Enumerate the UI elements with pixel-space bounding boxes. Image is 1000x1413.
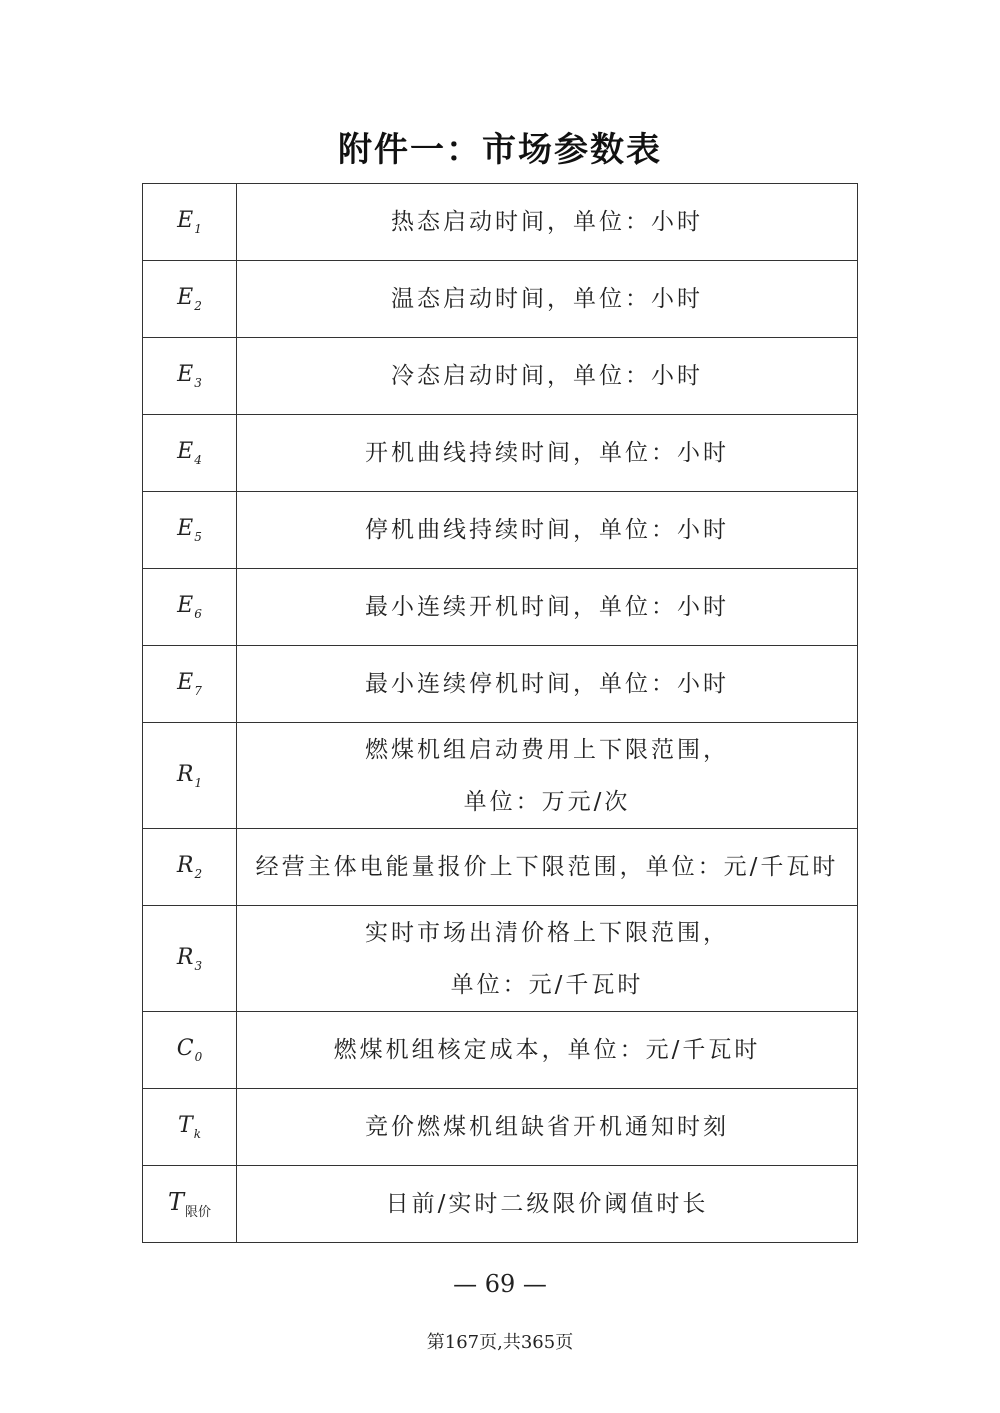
table-row bbox=[143, 906, 858, 1012]
parameter-symbol: $R_1$ bbox=[143, 723, 237, 829]
parameter-symbol: $E_7$ bbox=[143, 646, 237, 723]
parameter-description: 冷态启动时间，单位：小时 bbox=[237, 338, 858, 415]
parameter-symbol: $E_2$ bbox=[143, 261, 237, 338]
parameter-symbol: $E_6$ bbox=[143, 569, 237, 646]
parameter-description: 最小连续开机时间，单位：小时 bbox=[237, 569, 858, 646]
page-number: — 69 — bbox=[453, 1270, 547, 1298]
parameter-symbol: $C_0$ bbox=[143, 1012, 237, 1089]
table-row bbox=[143, 184, 858, 261]
parameter-symbol: $E_4$ bbox=[143, 415, 237, 492]
parameter-description: 停机曲线持续时间，单位：小时 bbox=[237, 492, 858, 569]
parameter-description: 热态启动时间，单位：小时 bbox=[237, 184, 858, 261]
page-counter: 第167页,共365页 bbox=[426, 1332, 574, 1353]
table-row bbox=[143, 338, 858, 415]
page-title: 附件一：市场参数表 bbox=[338, 130, 662, 170]
table-row bbox=[143, 1166, 858, 1243]
table-row bbox=[143, 829, 858, 906]
parameter-symbol: $E_5$ bbox=[143, 492, 237, 569]
parameter-description: 实时市场出清价格上下限范围， 单位：元/千瓦时 bbox=[237, 906, 858, 1012]
table-row bbox=[143, 1089, 858, 1166]
parameter-description: 竞价燃煤机组缺省开机通知时刻 bbox=[237, 1089, 858, 1166]
table-row bbox=[143, 415, 858, 492]
table-row bbox=[143, 1012, 858, 1089]
table-row bbox=[143, 569, 858, 646]
table-row bbox=[143, 492, 858, 569]
parameter-description: 最小连续停机时间，单位：小时 bbox=[237, 646, 858, 723]
parameter-description: 开机曲线持续时间，单位：小时 bbox=[237, 415, 858, 492]
table-row bbox=[143, 646, 858, 723]
parameter-description: 燃煤机组核定成本，单位：元/千瓦时 bbox=[237, 1012, 858, 1089]
parameter-symbol: $E_1$ bbox=[143, 184, 237, 261]
market-parameter-table bbox=[142, 183, 858, 1243]
parameter-description: 温态启动时间，单位：小时 bbox=[237, 261, 858, 338]
parameter-description: 燃煤机组启动费用上下限范围， 单位：万元/次 bbox=[237, 723, 858, 829]
parameter-symbol: $T_k$ bbox=[143, 1089, 237, 1166]
parameter-symbol: $E_3$ bbox=[143, 338, 237, 415]
parameter-symbol: $T_{限价}$ bbox=[143, 1166, 237, 1243]
table-row bbox=[143, 723, 858, 829]
parameter-symbol: $R_3$ bbox=[143, 906, 237, 1012]
parameter-symbol: $R_2$ bbox=[143, 829, 237, 906]
parameter-description: 经营主体电能量报价上下限范围，单位：元/千瓦时 bbox=[237, 829, 858, 906]
parameter-description: 日前/实时二级限价阈值时长 bbox=[237, 1166, 858, 1243]
table-row bbox=[143, 261, 858, 338]
